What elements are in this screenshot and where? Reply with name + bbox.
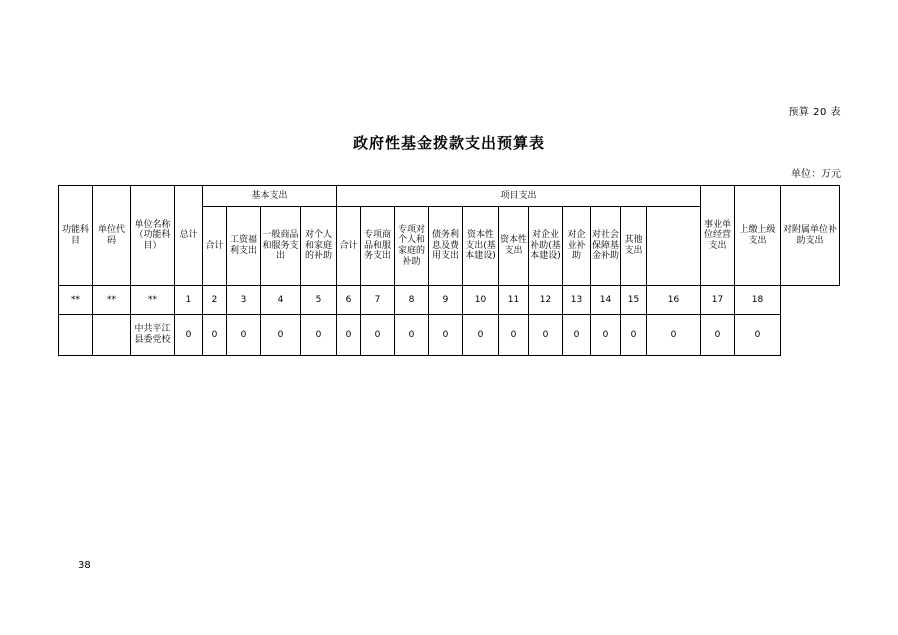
cell: 0 [499, 315, 529, 356]
cell: 10 [463, 286, 499, 315]
group-header-basic-expenditure: 基本支出 [203, 186, 337, 207]
cell: 中共平江县委党校 [131, 315, 175, 356]
header-project-special-goods-services: 专项商品和服务支出 [361, 207, 395, 286]
form-label: 预算 20 表 [788, 107, 841, 118]
cell: ** [131, 286, 175, 315]
header-project-other: 其他支出 [621, 207, 647, 286]
header-total: 总计 [175, 186, 203, 286]
cell: 0 [337, 315, 361, 356]
cell: 4 [261, 286, 301, 315]
header-project-debt-interest: 债务利息及费用支出 [429, 207, 463, 286]
cell: 0 [647, 315, 701, 356]
cell: 17 [701, 286, 735, 315]
budget-table [58, 185, 840, 356]
header-upper-level-payment: 上缴上级支出 [735, 186, 781, 286]
header-basic-personal-family-subsidy: 对个人和家庭的补助 [301, 207, 337, 286]
cell: 9 [429, 286, 463, 315]
cell: 1 [175, 286, 203, 315]
cell: ** [93, 286, 131, 315]
group-header-project-expenditure: 项目支出 [337, 186, 701, 207]
header-project-social-security-fund-subsidy: 对社会保障基金补助 [591, 207, 621, 286]
cell: 15 [621, 286, 647, 315]
cell: 0 [261, 315, 301, 356]
cell: 13 [563, 286, 591, 315]
cell: 0 [621, 315, 647, 356]
cell: ** [59, 286, 93, 315]
page-number: 38 [78, 560, 91, 571]
cell: 0 [301, 315, 337, 356]
table-row [59, 315, 840, 356]
header-operating-expenditure: 事业单位经营支出 [701, 186, 735, 286]
cell: 0 [361, 315, 395, 356]
cell: 5 [301, 286, 337, 315]
cell: 0 [203, 315, 227, 356]
table-row [59, 286, 840, 315]
cell: 12 [529, 286, 563, 315]
cell: 0 [395, 315, 429, 356]
cell: 6 [337, 286, 361, 315]
unit-note: 单位：万元 [791, 169, 841, 180]
header-unit-code: 单位代码 [93, 186, 131, 286]
cell: 18 [735, 286, 781, 315]
budget-table-wrapper [58, 185, 840, 356]
cell: 0 [463, 315, 499, 356]
header-unit-name: 单位名称（功能科目） [131, 186, 175, 286]
header-function-subject: 功能科目 [59, 186, 93, 286]
cell: 0 [701, 315, 735, 356]
cell: 14 [591, 286, 621, 315]
cell: 2 [203, 286, 227, 315]
table-group-header-row [59, 186, 840, 207]
header-project-special-personal-family-subsidy: 专项对个人和家庭的补助 [395, 207, 429, 286]
page-title: 政府性基金拨款支出预算表 [352, 134, 545, 152]
cell: 3 [227, 286, 261, 315]
cell: 0 [591, 315, 621, 356]
cell: 0 [529, 315, 563, 356]
cell: 0 [175, 315, 203, 356]
cell: 8 [395, 286, 429, 315]
cell: 0 [735, 315, 781, 356]
header-project-subtotal: 合计 [337, 207, 361, 286]
header-basic-salary-welfare: 工资福利支出 [227, 207, 261, 286]
header-project-enterprise-subsidy: 对企业补助 [563, 207, 591, 286]
cell [93, 315, 131, 356]
cell: 0 [429, 315, 463, 356]
header-basic-subtotal: 合计 [203, 207, 227, 286]
header-project-enterprise-subsidy-basic-construction: 对企业补助(基本建设) [529, 207, 563, 286]
cell: 7 [361, 286, 395, 315]
cell: 11 [499, 286, 529, 315]
cell: 0 [227, 315, 261, 356]
header-project-capital-basic-construction: 资本性支出(基本建设) [463, 207, 499, 286]
cell: 16 [647, 286, 701, 315]
header-project-capital-expenditure: 资本性支出 [499, 207, 529, 286]
cell: 0 [563, 315, 591, 356]
header-basic-goods-services: 一般商品和服务支出 [261, 207, 301, 286]
header-subordinate-subsidy: 对附属单位补助支出 [781, 186, 840, 286]
cell [59, 315, 93, 356]
